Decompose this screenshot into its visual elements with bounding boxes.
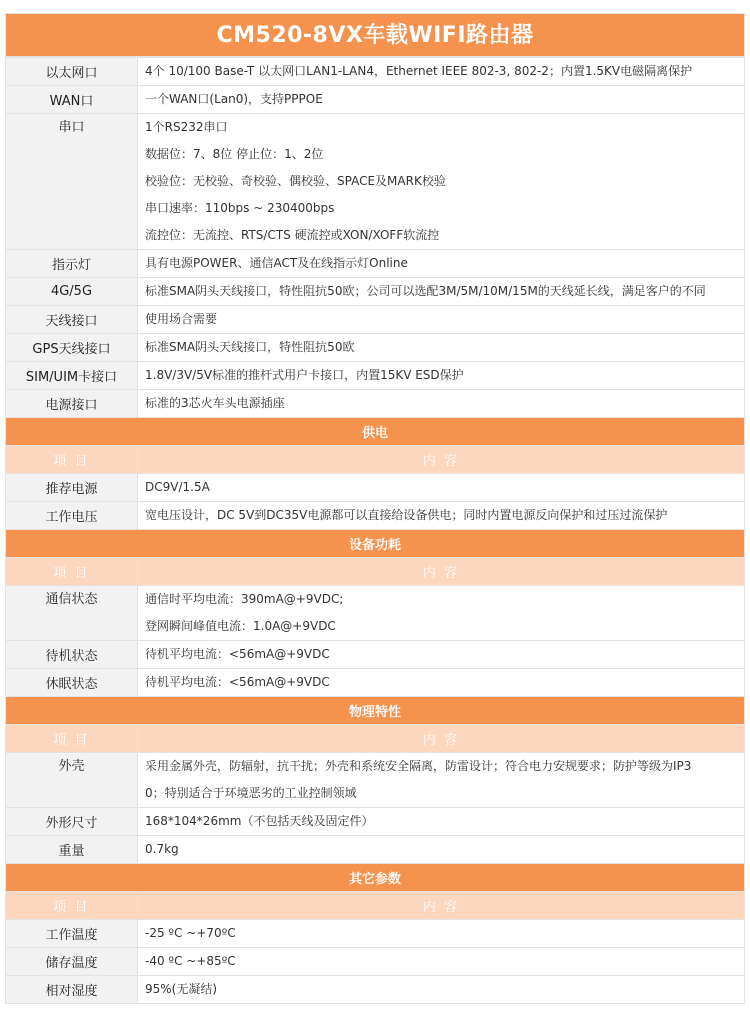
spec-row — [6, 669, 745, 697]
row-label: 天线接口 — [6, 306, 138, 334]
row-label — [6, 586, 138, 641]
spec-table — [5, 57, 745, 1004]
value-line: 串口速率：110bps ~ 230400bps — [145, 201, 335, 215]
row-label-text: 串口 — [58, 120, 85, 135]
value-line: 使用场合需要 — [145, 312, 218, 326]
row-value — [138, 808, 745, 836]
spec-row — [6, 586, 745, 641]
value-line: 登网瞬间峰值电流：1.0A@+9VDC — [145, 619, 336, 633]
value-line: 待机平均电流：<56mA@+9VDC — [145, 675, 330, 689]
value-line: 1个RS232串口 — [145, 120, 228, 134]
row-value — [138, 948, 745, 976]
row-value — [138, 502, 745, 530]
row-value — [138, 586, 745, 641]
row-value — [138, 250, 745, 278]
spec-row-wan — [6, 86, 745, 114]
value-line: 通信时平均电流：390mA@+9VDC; — [145, 592, 344, 606]
row-label: 工作电压 — [6, 502, 138, 530]
spec-row — [6, 808, 745, 836]
row-value — [138, 641, 745, 669]
spec-row — [6, 836, 745, 864]
section-title: 其它参数 — [6, 864, 745, 892]
row-label: 相对湿度 — [6, 976, 138, 1004]
header-item: 项 目 — [6, 892, 138, 920]
spec-row-antenna-a — [6, 278, 745, 306]
row-value — [138, 753, 745, 808]
spec-row — [6, 641, 745, 669]
row-value — [138, 474, 745, 502]
row-label — [6, 114, 138, 250]
section-other — [6, 864, 745, 892]
row-label-text: 通信状态 — [45, 592, 98, 607]
section-title: 设备功耗 — [6, 530, 745, 558]
row-label: 以太网口 — [6, 58, 138, 86]
spec-sheet — [5, 0, 745, 1004]
row-label — [6, 753, 138, 808]
column-header — [6, 446, 745, 474]
spec-row — [6, 502, 745, 530]
row-label-text: 外壳 — [58, 759, 85, 774]
value-line: 标准SMA阴头天线接口，特性阻抗50欧 — [145, 340, 355, 354]
row-value — [138, 278, 745, 306]
value-line: 数据位：7、8位 停止位：1、2位 — [145, 147, 324, 161]
row-value — [138, 114, 745, 250]
section-physical — [6, 697, 745, 725]
spec-row — [6, 976, 745, 1004]
row-label: GPS天线接口 — [6, 334, 138, 362]
row-value — [138, 976, 745, 1004]
header-content: 内 容 — [138, 446, 745, 474]
value-line: 宽电压设计，DC 5V到DC35V电源都可以直接给设备供电；同时内置电源反向保护和过压过流保护 — [145, 508, 668, 522]
spec-row-indicator — [6, 250, 745, 278]
value-line: -40 ºC ~+85ºC — [145, 954, 236, 968]
header-item: 项 目 — [6, 446, 138, 474]
value-line: 待机平均电流：<56mA@+9VDC — [145, 647, 330, 661]
value-line: 0；特别适合于环境恶劣的工业控制领域 — [145, 786, 357, 800]
spec-row — [6, 920, 745, 948]
value-line: 一个WAN口(Lan0)，支持PPPOE — [145, 92, 323, 106]
value-line: 168*104*26mm（不包括天线及固定件） — [145, 814, 374, 828]
section-power — [6, 418, 745, 446]
row-value — [138, 390, 745, 418]
row-value — [138, 58, 745, 86]
section-title: 供电 — [6, 418, 745, 446]
row-label: WAN口 — [6, 86, 138, 114]
row-value — [138, 920, 745, 948]
header-content: 内 容 — [138, 558, 745, 586]
column-header — [6, 725, 745, 753]
spec-row — [6, 753, 745, 808]
value-line: 95%(无凝结) — [145, 982, 218, 996]
value-line: DC9V/1.5A — [145, 480, 210, 494]
row-value — [138, 334, 745, 362]
value-line: 0.7kg — [145, 842, 179, 856]
row-value — [138, 86, 745, 114]
value-line: 校验位：无校验、奇校验、偶校验、SPACE及MARK校验 — [145, 174, 446, 188]
row-label: 电源接口 — [6, 390, 138, 418]
value-line: 标准的3芯火车头电源插座 — [145, 396, 285, 410]
spec-row-sim — [6, 362, 745, 390]
value-line: 采用金属外壳，防辐射，抗干扰；外壳和系统安全隔离，防雷设计；符合电力安规要求；防护等级为IP3 — [145, 759, 692, 773]
header-content: 内 容 — [138, 892, 745, 920]
row-label: 休眠状态 — [6, 669, 138, 697]
spec-row-antenna-b — [6, 306, 745, 334]
value-line: 流控位：无流控、RTS/CTS 硬流控或XON/XOFF软流控 — [145, 228, 440, 242]
spec-row — [6, 948, 745, 976]
row-label: 外形尺寸 — [6, 808, 138, 836]
row-label: 待机状态 — [6, 641, 138, 669]
row-value — [138, 362, 745, 390]
value-line: 4个 10/100 Base-T 以太网口LAN1-LAN4，Ethernet IEEE 802-3, 802-2；内置1.5KV电磁隔离保护 — [145, 64, 693, 78]
row-label: 工作温度 — [6, 920, 138, 948]
row-label: 4G/5G — [6, 278, 138, 306]
spec-row-ethernet — [6, 58, 745, 86]
value-line: 1.8V/3V/5V标准的推杆式用户卡接口，内置15KV ESD保护 — [145, 368, 464, 382]
row-label: SIM/UIM卡接口 — [6, 362, 138, 390]
header-item: 项 目 — [6, 558, 138, 586]
row-label: 推荐电源 — [6, 474, 138, 502]
column-header — [6, 892, 745, 920]
row-value — [138, 669, 745, 697]
product-title: CM520-8VX车载WIFI路由器 — [5, 13, 745, 57]
header-item: 项 目 — [6, 725, 138, 753]
header-content: 内 容 — [138, 725, 745, 753]
spec-row-gps — [6, 334, 745, 362]
row-label: 储存温度 — [6, 948, 138, 976]
row-value — [138, 306, 745, 334]
row-label: 指示灯 — [6, 250, 138, 278]
spec-row — [6, 474, 745, 502]
spec-row-power-port — [6, 390, 745, 418]
spec-row-serial — [6, 114, 745, 250]
column-header — [6, 558, 745, 586]
row-value — [138, 836, 745, 864]
section-consumption — [6, 530, 745, 558]
row-label: 重量 — [6, 836, 138, 864]
value-line: 标准SMA阴头天线接口，特性阻抗50欧；公司可以选配3M/5M/10M/15M的天线延长线，满足客户的不同 — [145, 284, 706, 298]
value-line: -25 ºC ~+70ºC — [145, 926, 236, 940]
value-line: 具有电源POWER、通信ACT及在线指示灯Online — [145, 256, 408, 270]
section-title: 物理特性 — [6, 697, 745, 725]
